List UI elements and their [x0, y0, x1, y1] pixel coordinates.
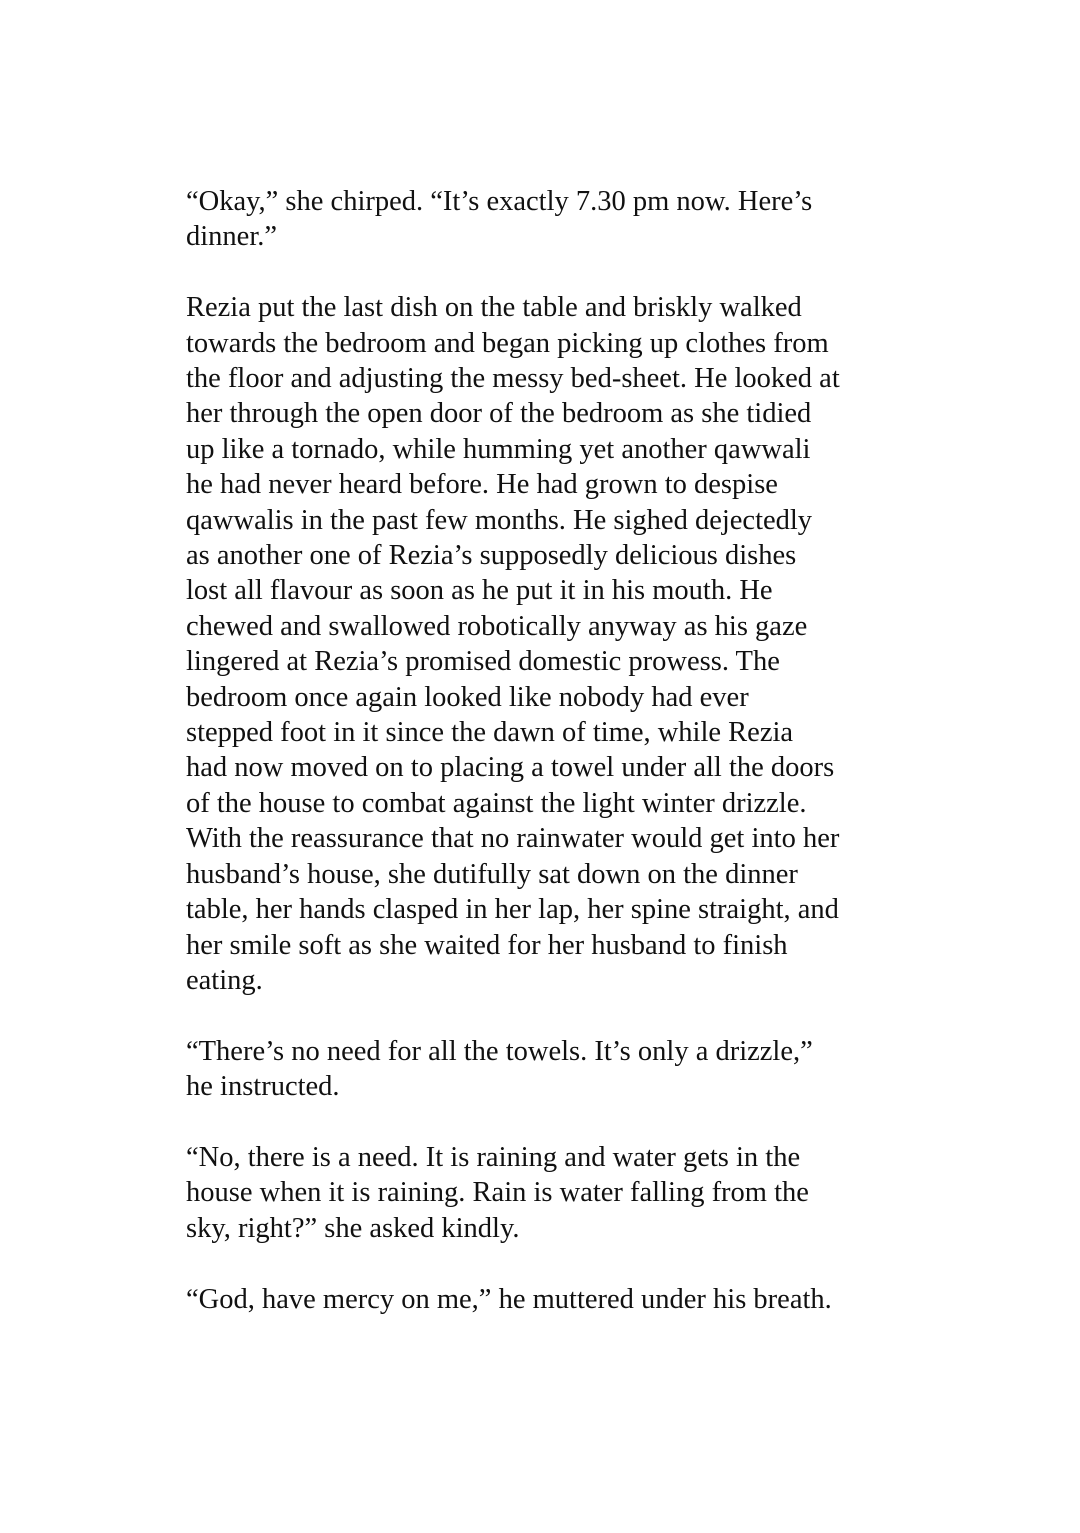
body-text — [186, 184, 906, 1317]
paragraph-1: “Okay,” she chirped. “It’s exactly 7.30 pm now. Here’s dinner.” — [186, 186, 813, 253]
paragraph-4: “No, there is a need. It is raining and water gets in the house when it is raining. Rain is water falling from the sky, right?” she asked kindly. — [186, 1141, 809, 1244]
paragraph-2: Rezia put the last dish on the table and briskly walked towards the bedroom and began picking up clothes from the floor and adjusting the messy bed-sheet. He looked at her through the open door of the bedroom as she tidied up like a tornado, while humming yet another qawwali he had never heard before. He had grown to despise qawwalis in the past few months. He sighed dejectedly as another one of Rezia’s supposedly delicious dishes lost all flavour as soon as he put it in his mouth. He chewed and swallowed robotically anyway as his gaze lingered at Rezia’s promised domestic prowess. The bedroom once again looked like nobody had ever stepped foot in it since the dawn of time, while Rezia had now moved on to placing a towel under all the doors of the house to combat against the light winter drizzle. With the reassurance that no rainwater would get into her husband’s house, she dutifully sat down on the dinner table, her hands clasped in her lap, her spine straight, and her smile soft as she waited for her husband to finish eating. — [186, 292, 840, 996]
paragraph-3: “There’s no need for all the towels. It’s only a drizzle,” he instructed. — [186, 1035, 813, 1103]
paragraph-5: “God, have mercy on me,” he muttered under his breath. — [186, 1283, 832, 1315]
